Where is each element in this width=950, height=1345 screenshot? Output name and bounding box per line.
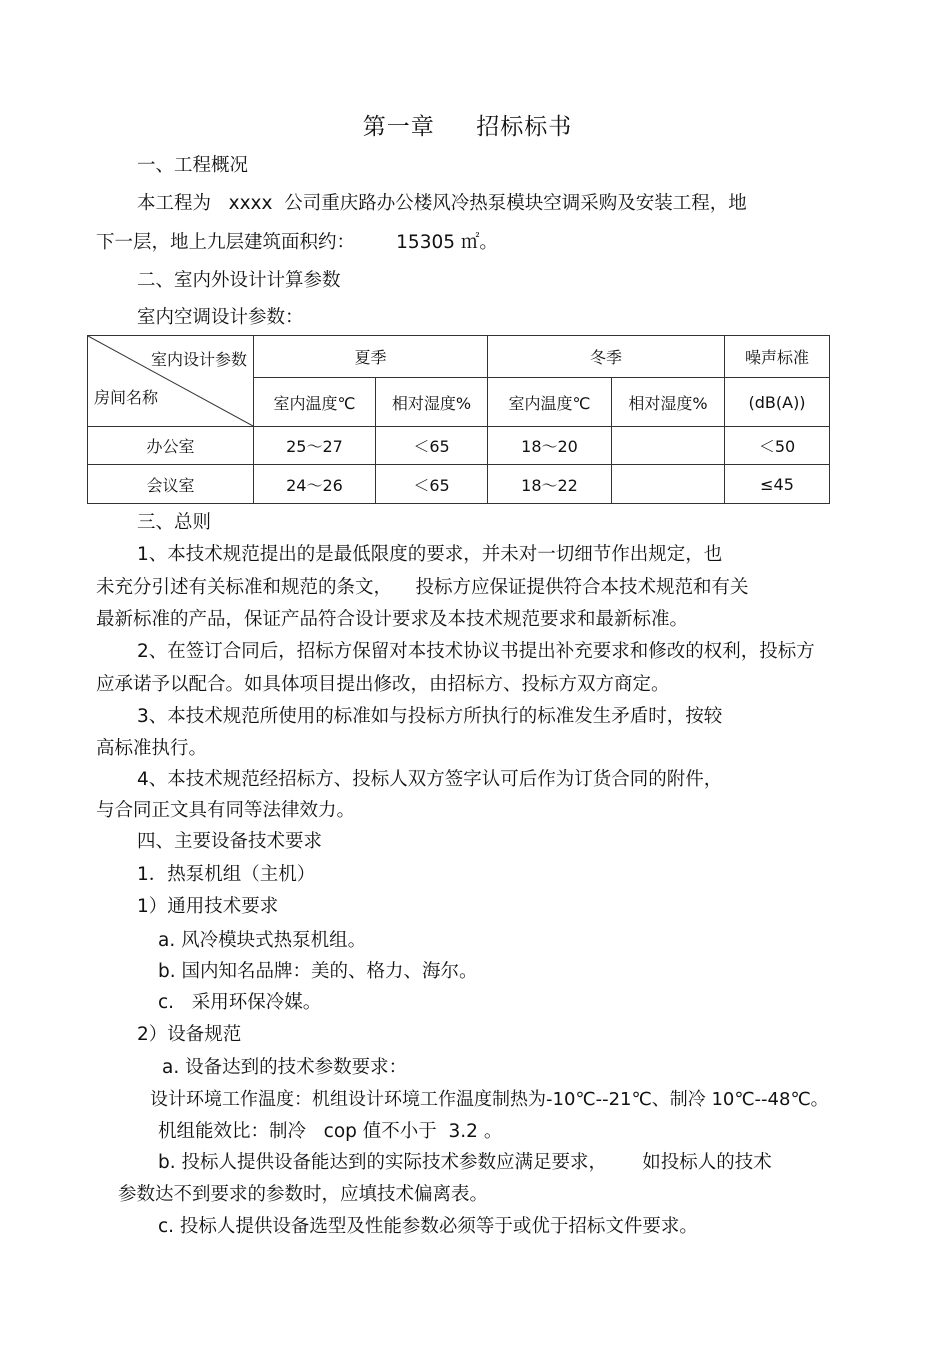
general-p3-line-1: 3、本技术规范所使用的标准如与投标方所执行的标准发生矛盾时，按较 [137, 706, 723, 727]
subheader-summer-humidity: 相对湿度% [376, 378, 488, 427]
spec-item-c: c. 投标人提供设备选型及性能参数必须等于或优于招标文件要求。 [158, 1216, 698, 1237]
section-heading-overview: 一、工程概况 [137, 155, 249, 176]
section-heading-equipment: 四、主要设备技术要求 [137, 831, 323, 852]
general-p4-line-1: 4、本技术规范经招标方、投标人双方签字认可后作为订货合同的附件， [137, 769, 723, 790]
header-noise: 噪声标准 [725, 336, 830, 378]
subheader-winter-humidity: 相对湿度% [612, 378, 725, 427]
page-title: 第一章 招标标书 [362, 114, 573, 140]
cell-winter-temp: 18～22 [488, 465, 612, 504]
subheader-summer-temp: 室内温度℃ [254, 378, 376, 427]
table-row [88, 465, 830, 504]
equipment-spec-heading: 2）设备规范 [137, 1024, 242, 1045]
cell-room: 办公室 [88, 427, 254, 465]
spec-environment-temp: 设计环境工作温度：机组设计环境工作温度制热为-10℃--21℃、制冷 10℃--48℃。 [150, 1089, 829, 1110]
general-requirements-heading: 1）通用技术要求 [137, 896, 279, 917]
equipment-heat-pump-heading: 1．热泵机组（主机） [137, 864, 316, 885]
general-p4-line-2: 与合同正文具有同等法律效力。 [96, 800, 356, 821]
spec-item-b-line-2: 参数达不到要求的参数时，应填技术偏离表。 [118, 1184, 489, 1205]
general-p1-line-2: 未充分引述有关标准和规范的条文， 投标方应保证提供符合本技术规范和有关 [96, 577, 749, 598]
header-summer: 夏季 [254, 336, 488, 378]
cell-winter-temp: 18～20 [488, 427, 612, 465]
requirement-item-b: b. 国内知名品牌：美的、格力、海尔。 [158, 961, 478, 982]
general-p2-line-1: 2、在签订合同后，招标方保留对本技术协议书提出补充要求和修改的权利，投标方 [137, 641, 815, 662]
general-p1-line-1: 1、本技术规范提出的是最低限度的要求，并未对一切细节作出规定，也 [137, 544, 723, 565]
corner-header-params: 室内设计参数 [150, 350, 247, 369]
spec-item-b-line-1: b. 投标人提供设备能达到的实际技术参数应满足要求， 如投标人的技术 [158, 1152, 772, 1173]
cell-winter-humidity [612, 465, 725, 504]
cell-winter-humidity [612, 427, 725, 465]
general-p2-line-2: 应承诺予以配合。如具体项目提出修改，由招标方、投标方双方商定。 [96, 674, 670, 695]
cell-noise: ≤45 [725, 465, 830, 504]
section-heading-general: 三、总则 [137, 512, 212, 533]
design-parameters-table [87, 335, 830, 504]
subheader-winter-temp: 室内温度℃ [488, 378, 612, 427]
overview-text-line-1: 本工程为 xxxx 公司重庆路办公楼风冷热泵模块空调采购及安装工程，地 [137, 193, 747, 214]
requirement-item-c: c. 采用环保冷媒。 [158, 992, 322, 1013]
cell-noise: ＜50 [725, 427, 830, 465]
requirement-item-a: a. 风冷模块式热泵机组。 [158, 930, 367, 951]
cell-room: 会议室 [88, 465, 254, 504]
table-corner-cell [88, 336, 254, 427]
spec-item-a: a. 设备达到的技术参数要求： [162, 1057, 408, 1078]
header-winter: 冬季 [488, 336, 725, 378]
corner-header-room: 房间名称 [94, 388, 159, 407]
subheader-noise-unit: (dB(A)) [725, 378, 830, 427]
cell-summer-temp: 24～26 [254, 465, 376, 504]
section-heading-design-params: 二、室内外设计计算参数 [137, 270, 341, 291]
spec-cop: 机组能效比：制冷 cop 值不小于 3.2 。 [158, 1121, 503, 1142]
general-p1-line-3: 最新标准的产品，保证产品符合设计要求及本技术规范要求和最新标准。 [96, 609, 689, 630]
cell-summer-humidity: ＜65 [376, 427, 488, 465]
general-p3-line-2: 高标准执行。 [96, 738, 208, 759]
cell-summer-humidity: ＜65 [376, 465, 488, 504]
overview-text-line-2: 下一层，地上九层建筑面积约： 15305 ㎡。 [96, 232, 498, 253]
cell-summer-temp: 25～27 [254, 427, 376, 465]
table-row [88, 427, 830, 465]
design-params-subtitle: 室内空调设计参数： [137, 307, 304, 328]
